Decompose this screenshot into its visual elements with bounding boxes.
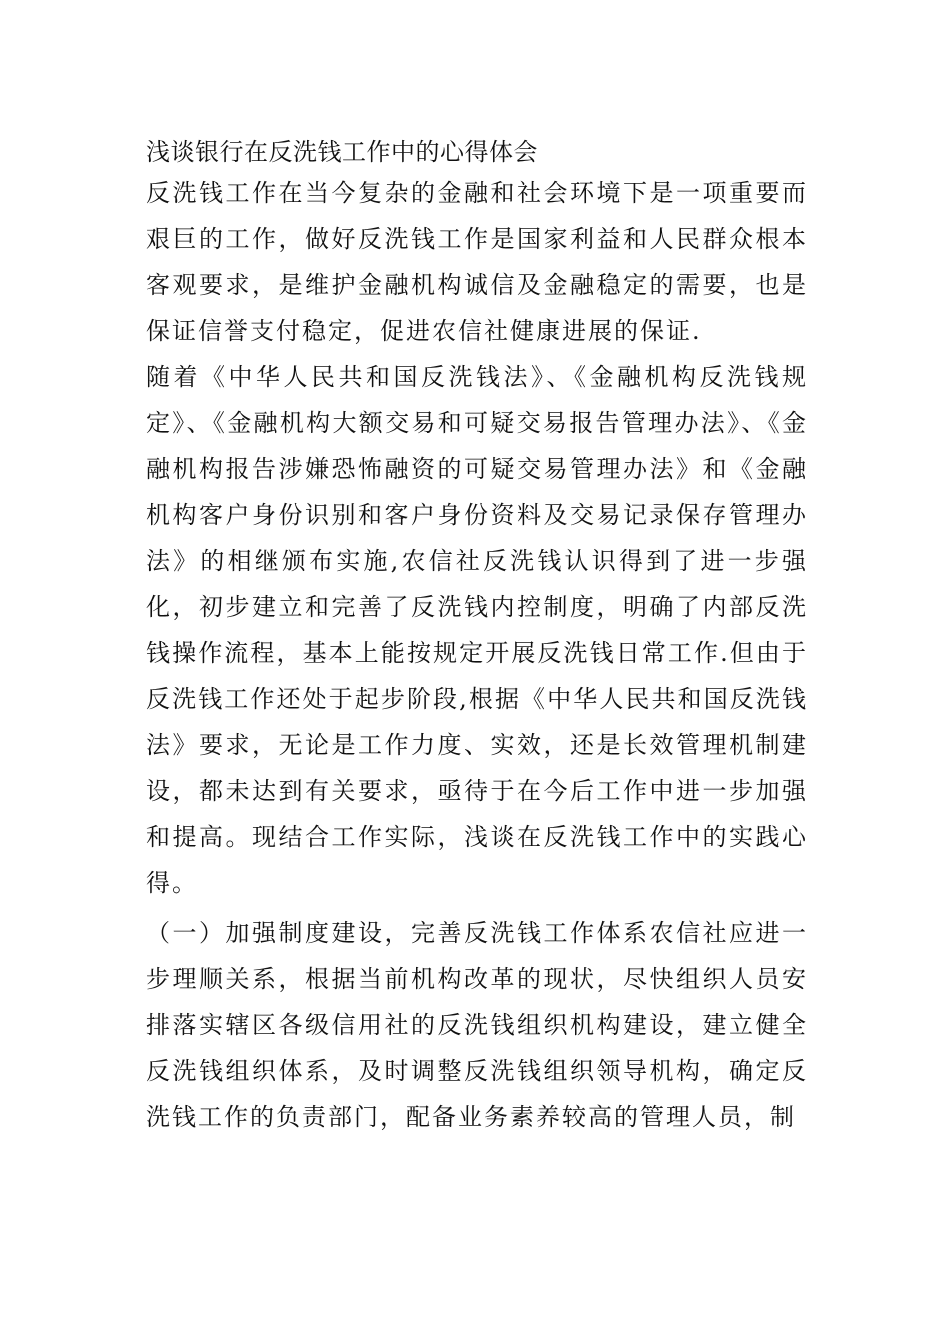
document-page: [146, 136, 808, 1140]
paragraph-section-one: （一）加强制度建设，完善反洗钱工作体系农信社应进一步理顺关系，根据当前机构改革的现状，尽快组织人员安排落实辖区各级信用社的反洗钱组织机构建设，建立健全反洗钱组织体系，及时调整反洗钱组织领导机构，确定反洗钱工作的负责部门，配备业务素养较高的管理人员，制: [146, 919, 808, 1131]
paragraph-regulations: 随着《中华人民共和国反洗钱法》、《金融机构反洗钱规定》、《金融机构大额交易和可疑交易报告管理办法》、《金融机构报告涉嫌恐怖融资的可疑交易管理办法》和《金融机构客户身份识别和客户身份资料及交易记录保存管理办法》的相继颁布实施,农信社反洗钱认识得到了进一步强化，初步建立和完善了反洗钱内控制度，明确了内部反洗钱操作流程，基本上能按规定开展反洗钱日常工作.但由于反洗钱工作还处于起步阶段,根据《中华人民共和国反洗钱法》要求，无论是工作力度、实效，还是长效管理机制建设，都未达到有关要求，亟待于在今后工作中进一步加强和提高。现结合工作实际，浅谈在反洗钱工作中的实践心得。: [146, 363, 808, 897]
paragraph-intro: 反洗钱工作在当今复杂的金融和社会环境下是一项重要而艰巨的工作，做好反洗钱工作是国家利益和人民群众根本客观要求，是维护金融机构诚信及金融稳定的需要，也是保证信誉支付稳定，促进农信社健康进展的保证.: [146, 179, 808, 345]
document-title: 浅谈银行在反洗钱工作中的心得体会: [146, 138, 538, 166]
